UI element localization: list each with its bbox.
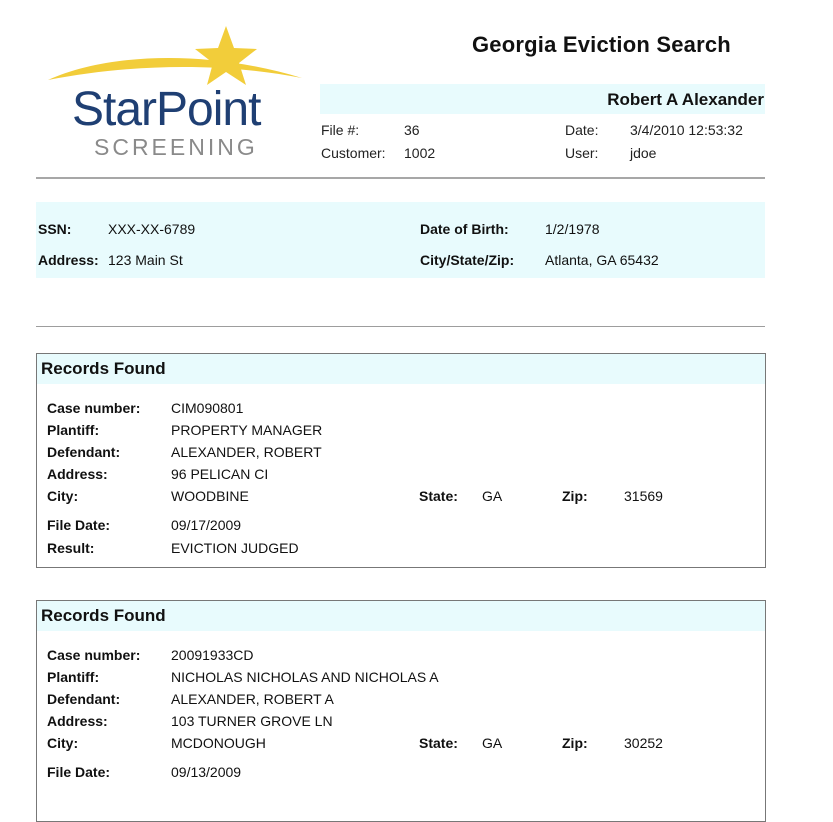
zip-label: Zip: bbox=[562, 735, 588, 751]
date-label: Date: bbox=[565, 122, 599, 138]
ssn-label: SSN: bbox=[38, 221, 72, 237]
dob-value: 1/2/1978 bbox=[545, 221, 600, 237]
file-date-value: 09/13/2009 bbox=[171, 764, 242, 780]
record-address-label: Address: bbox=[47, 713, 108, 729]
address-value: 123 Main St bbox=[108, 252, 183, 268]
defendant-value: ALEXANDER, ROBERT A bbox=[171, 691, 334, 707]
star-icon bbox=[195, 26, 257, 85]
record-card bbox=[36, 353, 766, 568]
city-state-zip-value: Atlanta, GA 65432 bbox=[545, 252, 659, 268]
state-label: State: bbox=[419, 488, 458, 504]
result-value: EVICTION JUDGED bbox=[171, 540, 299, 556]
zip-label: Zip: bbox=[562, 488, 588, 504]
file-date-label: File Date: bbox=[47, 764, 111, 780]
user-label: User: bbox=[565, 145, 599, 161]
report-title: Georgia Eviction Search bbox=[472, 32, 731, 57]
logo-brand: StarPoint bbox=[72, 83, 261, 136]
case-number-value: CIM090801 bbox=[171, 400, 244, 416]
subject-name: Robert A Alexander bbox=[607, 90, 764, 109]
logo-tagline: SCREENING bbox=[94, 134, 258, 160]
state-value: GA bbox=[482, 735, 503, 751]
file-number-value: 36 bbox=[404, 122, 420, 138]
records-found-title: Records Found bbox=[41, 359, 166, 378]
city-value: WOODBINE bbox=[171, 488, 249, 504]
plantiff-value: NICHOLAS NICHOLAS AND NICHOLAS A bbox=[171, 669, 439, 685]
header-divider bbox=[36, 177, 765, 179]
case-number-label: Case number: bbox=[47, 400, 141, 416]
file-date-label: File Date: bbox=[47, 517, 111, 533]
subject-divider bbox=[36, 326, 765, 327]
plantiff-value: PROPERTY MANAGER bbox=[171, 422, 323, 438]
defendant-value: ALEXANDER, ROBERT bbox=[171, 444, 322, 460]
plantiff-label: Plantiff: bbox=[47, 669, 100, 685]
city-label: City: bbox=[47, 488, 79, 504]
zip-value: 31569 bbox=[624, 488, 663, 504]
logo-swoosh bbox=[48, 58, 302, 80]
result-label: Result: bbox=[47, 540, 95, 556]
record-address-label: Address: bbox=[47, 466, 108, 482]
dob-label: Date of Birth: bbox=[420, 221, 509, 237]
record-header bbox=[37, 601, 765, 631]
state-value: GA bbox=[482, 488, 503, 504]
plantiff-label: Plantiff: bbox=[47, 422, 100, 438]
record-card bbox=[36, 600, 766, 822]
record-address-value: 103 TURNER GROVE LN bbox=[171, 713, 333, 729]
city-state-zip-label: City/State/Zip: bbox=[420, 252, 515, 268]
customer-value: 1002 bbox=[404, 145, 436, 161]
record-address-value: 96 PELICAN CI bbox=[171, 466, 269, 482]
records-found-title: Records Found bbox=[41, 606, 166, 625]
state-label: State: bbox=[419, 735, 458, 751]
user-value: jdoe bbox=[630, 145, 657, 161]
case-number-value: 20091933CD bbox=[171, 647, 254, 663]
date-value: 3/4/2010 12:53:32 bbox=[630, 122, 743, 138]
zip-value: 30252 bbox=[624, 735, 663, 751]
city-value: MCDONOUGH bbox=[171, 735, 266, 751]
address-label: Address: bbox=[38, 252, 99, 268]
record-header bbox=[37, 354, 765, 384]
defendant-label: Defendant: bbox=[47, 444, 121, 460]
file-date-value: 09/17/2009 bbox=[171, 517, 242, 533]
customer-label: Customer: bbox=[321, 145, 386, 161]
ssn-value: XXX-XX-6789 bbox=[108, 221, 196, 237]
file-number-label: File #: bbox=[321, 122, 360, 138]
defendant-label: Defendant: bbox=[47, 691, 121, 707]
case-number-label: Case number: bbox=[47, 647, 141, 663]
city-label: City: bbox=[47, 735, 79, 751]
starpoint-logo bbox=[40, 22, 310, 162]
